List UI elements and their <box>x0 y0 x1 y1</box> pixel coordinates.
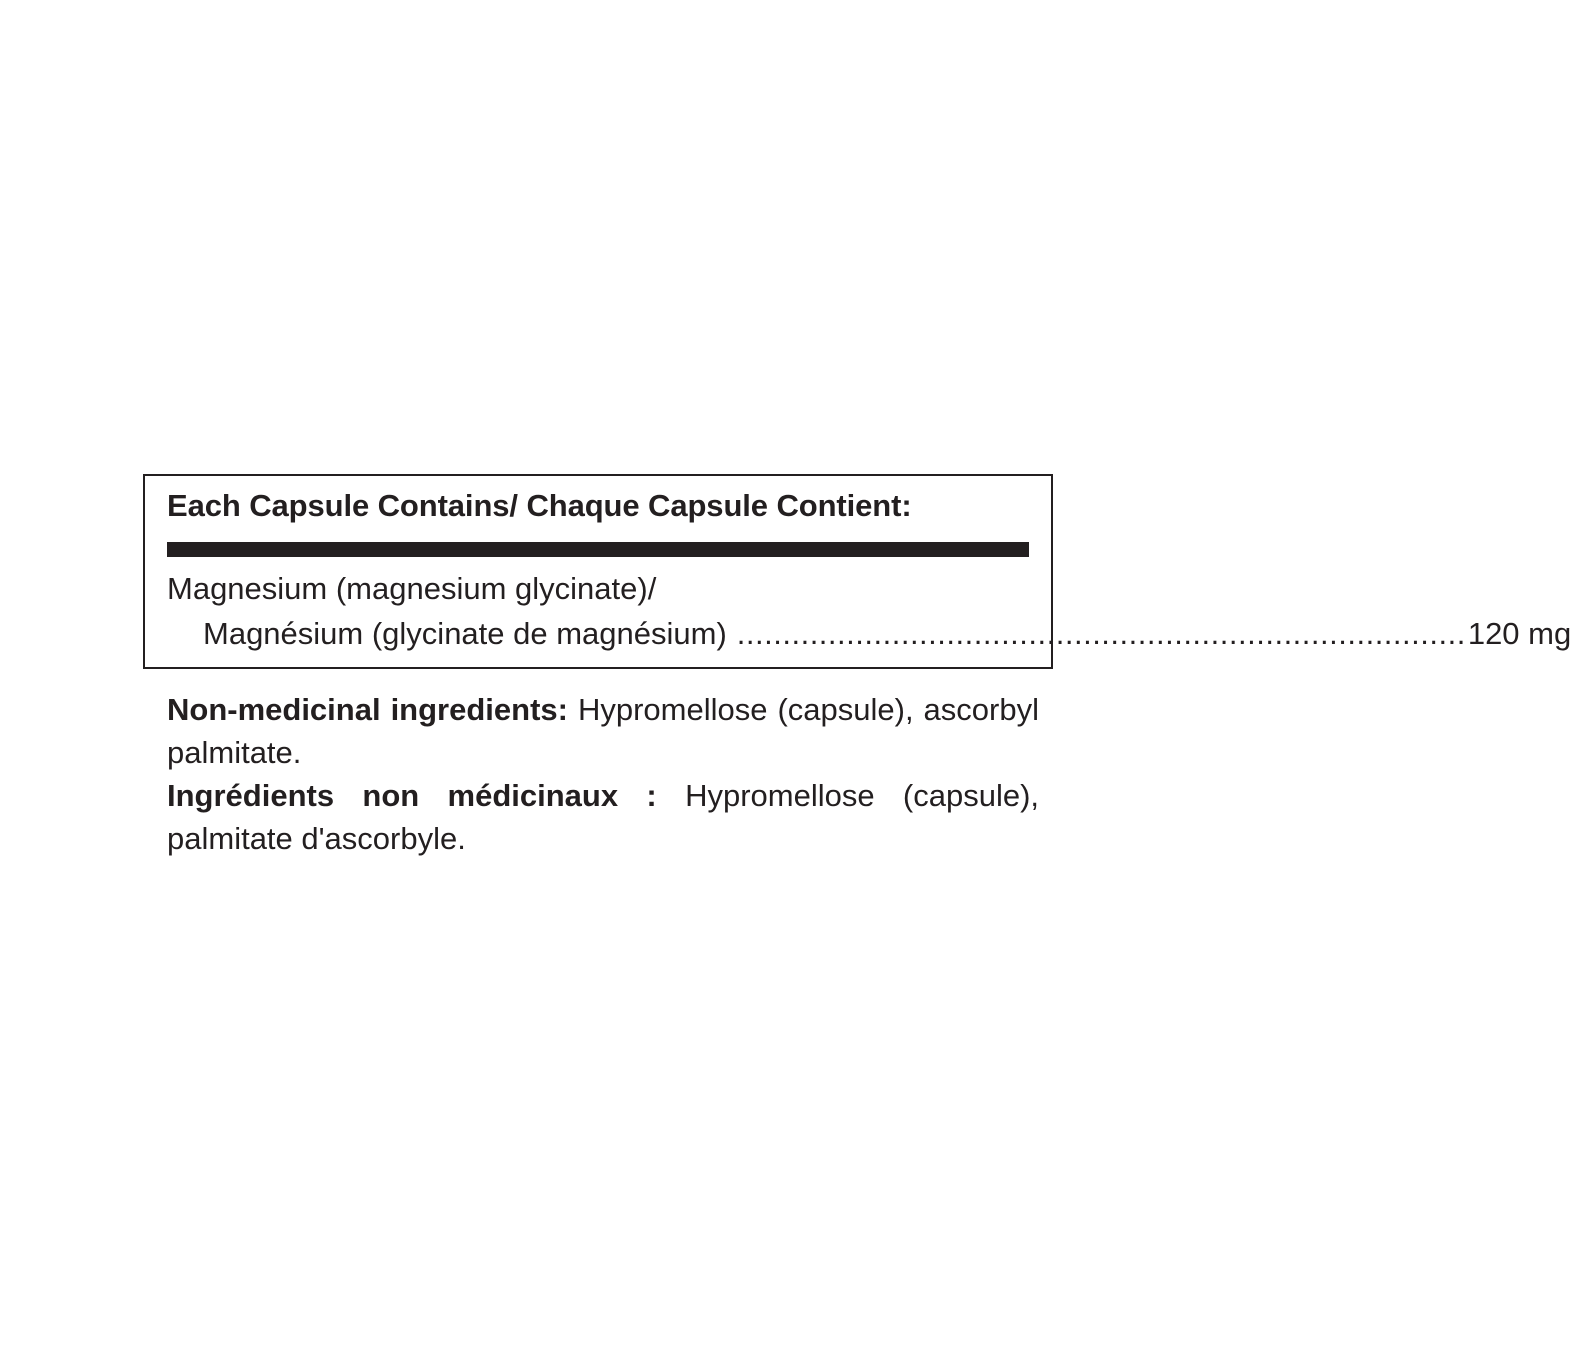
ingredient-row-fr <box>203 616 1571 652</box>
ingredient-amount: 120 mg <box>1467 616 1571 651</box>
non-medicinal-en-text: Hypromellose (capsule), ascorbyl palmitate. <box>167 692 1039 770</box>
thick-divider <box>167 542 1029 557</box>
supplement-facts-box <box>143 474 1571 669</box>
non-medicinal-ingredients <box>167 688 1039 860</box>
non-medicinal-fr-text: Hypromellose (capsule), palmitate d'ascorbyle. <box>167 778 1040 856</box>
ingredient-name-en: Magnesium (magnesium glycinate)/ <box>167 571 657 606</box>
non-medicinal-en-label: Non-medicinal ingredients: <box>167 692 568 727</box>
non-medicinal-fr-label: Ingrédients non médicinaux : <box>167 778 657 813</box>
ingredient-name-fr: Magnésium (glycinate de magnésium) <box>203 616 727 651</box>
non-medicinal-en <box>167 688 1039 774</box>
non-medicinal-fr <box>167 774 1039 860</box>
box-title: Each Capsule Contains/ Chaque Capsule Contient: <box>167 488 912 523</box>
dot-leader: ................................................................................ <box>736 616 1466 651</box>
